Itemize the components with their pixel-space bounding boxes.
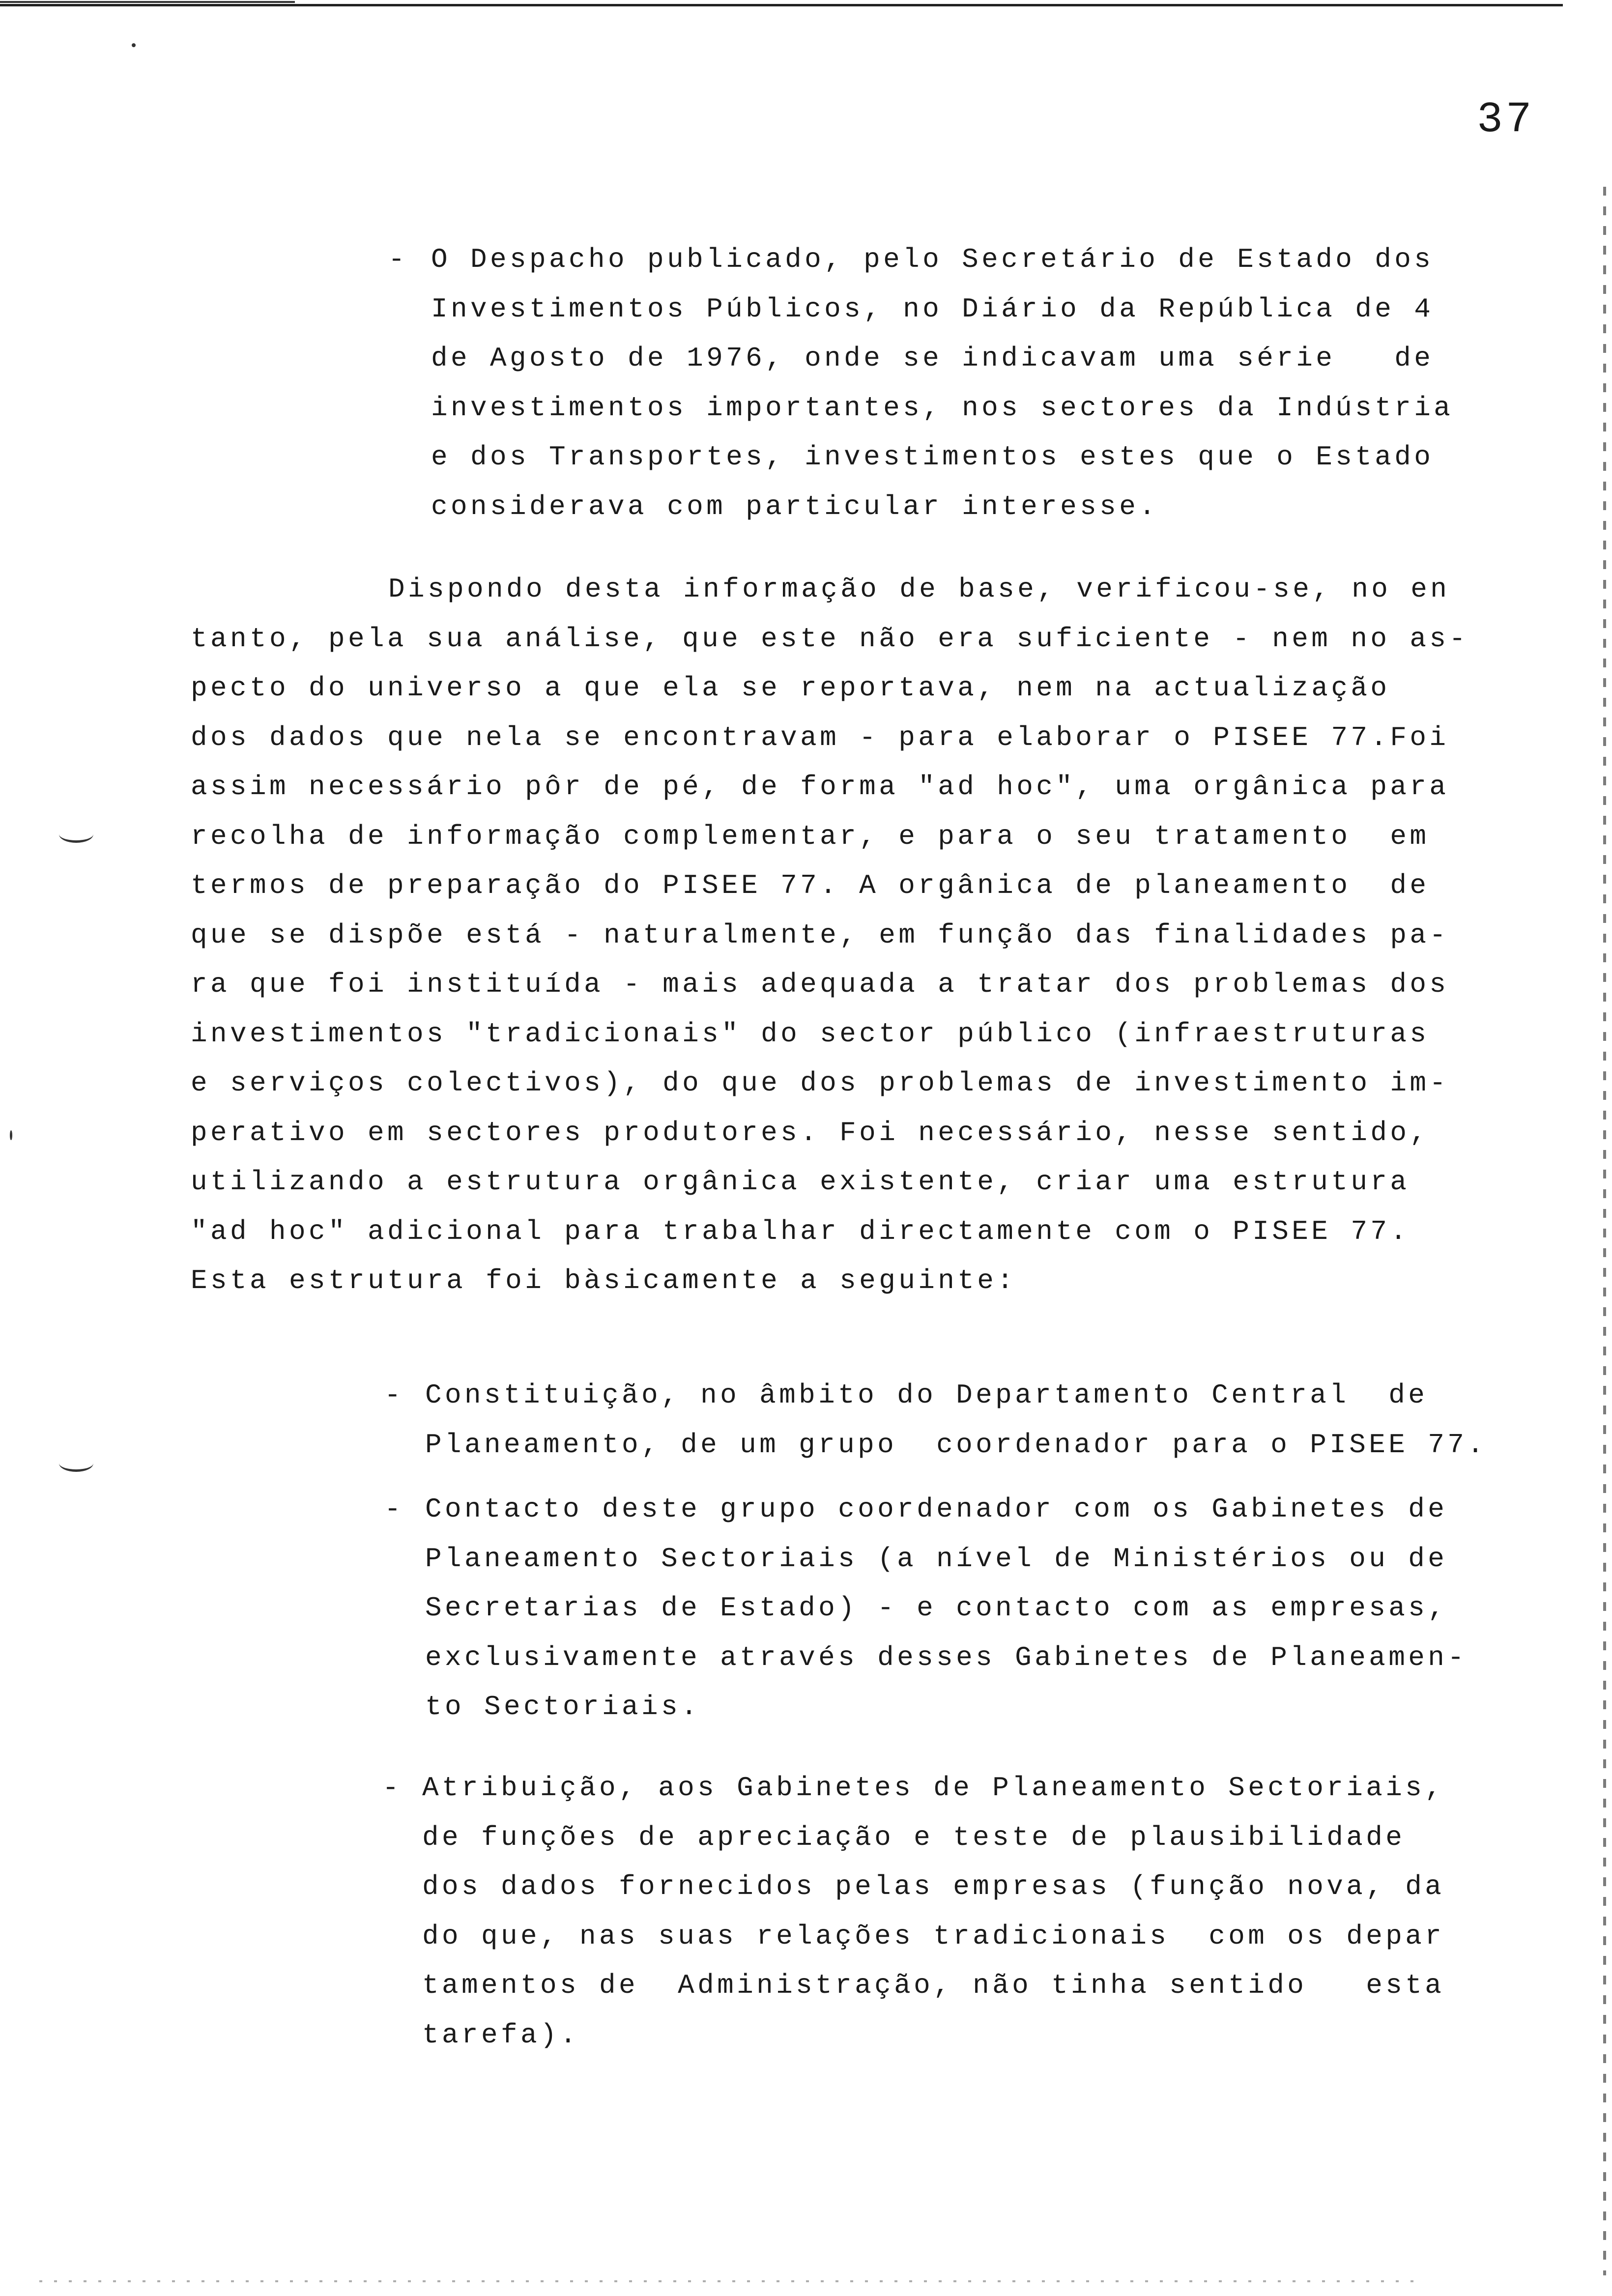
- bullet-text-line: tarefa).: [422, 2019, 580, 2051]
- bullet-text-line: O Despacho publicado, pelo Secretário de Estado dos: [431, 244, 1434, 275]
- scan-speck: [132, 43, 136, 47]
- bullet-dash: -: [388, 244, 405, 275]
- paragraph-text-line: Esta estrutura foi bàsicamente a seguinte:: [191, 1265, 1017, 1296]
- bullet-text-line: exclusivamente através desses Gabinetes de Planeamen-: [425, 1641, 1468, 1673]
- bullet-text-line: Constituição, no âmbito do Departamento Central de: [425, 1379, 1428, 1411]
- paragraph-text-line: investimentos "tradicionais" do sector público (infraestruturas: [191, 1018, 1430, 1050]
- paragraph-text-line: ra que foi instituída - mais adequada a tratar dos problemas dos: [191, 969, 1449, 1000]
- bullet-text-line: de funções de apreciação e teste de plausibilidade: [422, 1821, 1406, 1853]
- bullet-text-line: Atribuição, aos Gabinetes de Planeamento Sectoriais,: [422, 1772, 1445, 1804]
- bullet-dash: -: [384, 1493, 401, 1525]
- paragraph-text-line: perativo em sectores produtores. Foi necessário, nesse sentido,: [191, 1117, 1430, 1148]
- bullet-text-line: Planeamento, de um grupo coordenador para o PISEE 77.: [425, 1429, 1487, 1461]
- scan-speck: [10, 1130, 12, 1140]
- paragraph-text-line: utilizando a estrutura orgânica existente, criar uma estrutura: [191, 1166, 1410, 1198]
- bullet-text-line: dos dados fornecidos pelas empresas (função nova, da: [422, 1871, 1445, 1902]
- paragraph-text-line: que se dispõe está - naturalmente, em função das finalidades pa-: [191, 919, 1449, 951]
- bullet-text-line: e dos Transportes, investimentos estes que o Estado: [431, 441, 1434, 473]
- bullet-text-line: Planeamento Sectoriais (a nível de Ministérios ou de: [425, 1543, 1448, 1575]
- bullet-text-line: tamentos de Administração, não tinha sentido esta: [422, 1970, 1445, 2001]
- bullet-text-line: to Sectoriais.: [425, 1691, 701, 1722]
- bullet-dash: -: [384, 1379, 401, 1411]
- paragraph-text-line: termos de preparação do PISEE 77. A orgânica de planeamento de: [191, 870, 1430, 901]
- punch-hole-mark: [59, 1455, 93, 1472]
- bullet-text-line: Contacto deste grupo coordenador com os Gabinetes de: [425, 1493, 1448, 1525]
- bullet-text-line: Investimentos Públicos, no Diário da República de 4: [431, 293, 1434, 325]
- paragraph-text-line: tanto, pela sua análise, que este não era suficiente - nem no as-: [191, 623, 1469, 655]
- scan-top-border: [0, 4, 1563, 6]
- paragraph-text-line: Dispondo desta informação de base, verificou-se, no en: [388, 574, 1450, 605]
- bullet-text-line: considerava com particular interesse.: [431, 490, 1159, 522]
- bullet-text-line: Secretarias de Estado) - e contacto com as empresas,: [425, 1592, 1448, 1624]
- paragraph-text-line: dos dados que nela se encontravam - para elaborar o PISEE 77.Foi: [191, 721, 1449, 753]
- paragraph-text-line: "ad hoc" adicional para trabalhar directamente com o PISEE 77.: [191, 1215, 1410, 1247]
- paragraph-text-line: assim necessário pôr de pé, de forma "ad hoc", uma orgânica para: [191, 771, 1449, 803]
- scan-right-edge: [1603, 187, 1606, 2275]
- paragraph-text-line: recolha de informação complementar, e para o seu tratamento em: [191, 820, 1430, 852]
- bullet-text-line: de Agosto de 1976, onde se indicavam uma série de: [431, 343, 1434, 374]
- bullet-text-line: do que, nas suas relações tradicionais com os depar: [422, 1920, 1445, 1952]
- bullet-text-line: investimentos importantes, nos sectores da Indústria: [431, 392, 1454, 424]
- paragraph-text-line: e serviços colectivos), do que dos problemas de investimento im-: [191, 1067, 1449, 1099]
- scan-bottom-noise: [39, 2280, 1415, 2282]
- page-number: 37: [1477, 96, 1535, 144]
- bullet-dash: -: [382, 1772, 399, 1804]
- punch-hole-mark: [59, 826, 93, 843]
- paragraph-text-line: pecto do universo a que ela se reportava, nem na actualização: [191, 672, 1390, 704]
- scan-edge-mark: [0, 1, 295, 3]
